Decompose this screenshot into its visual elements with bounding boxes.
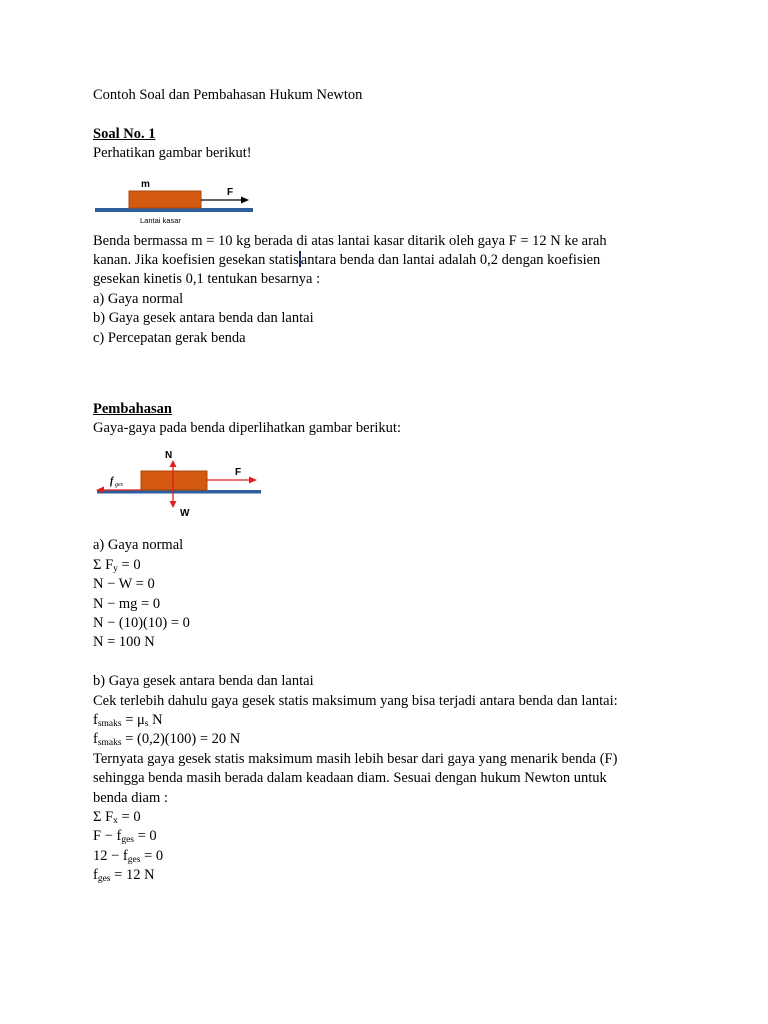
eq-a5: N = 100 N: [93, 634, 155, 651]
eq-b4-sub: ges: [121, 835, 134, 846]
mass-block: [129, 191, 201, 208]
eq-b4-rest: = 0: [134, 828, 157, 845]
soal-item-b: b) Gaya gesek antara benda dan lantai: [93, 310, 314, 327]
eq-b2-sub: smaks: [97, 738, 122, 749]
eq-b1-f: f: [93, 711, 98, 728]
part-b-check: Cek terlebih dahulu gaya gesek statis maksimum yang bisa terjadi antara benda dan lantai:: [93, 692, 618, 709]
eq-b4: [93, 827, 693, 846]
part-b-text-3: benda diam :: [93, 789, 168, 806]
figure-block-svg: [93, 170, 268, 224]
part-b-title: b) Gaya gesek antara benda dan lantai: [93, 673, 314, 690]
eq-b1: [93, 711, 693, 730]
soal-text-2: [93, 251, 693, 270]
figure-freebody-svg: [93, 446, 268, 526]
figure-free-body: [93, 446, 693, 526]
part-a-title: a) Gaya normal: [93, 537, 184, 554]
force-arrowhead-2: [249, 477, 257, 484]
part-b-text-2: sehingga benda masih berada dalam keadaan diam. Sesuai dengan hukum Newton untuk: [93, 770, 607, 787]
figure-block-on-floor: [93, 170, 693, 224]
force-arrowhead: [241, 196, 249, 203]
label-W: W: [180, 508, 190, 520]
pembahasan-heading: Pembahasan: [93, 400, 172, 417]
eq-b6: [93, 866, 693, 885]
eq-b2-f: f: [93, 731, 98, 748]
eq-b1-mu: = μ: [121, 711, 145, 728]
eq-a1-rest: = 0: [117, 556, 141, 573]
label-f: f: [110, 476, 114, 488]
part-b-text-1: Ternyata gaya gesek statis maksimum masih lebih besar dari gaya yang menarik benda (F): [93, 750, 618, 767]
soal-item-c: c) Percepatan gerak benda: [93, 329, 246, 346]
label-N: N: [165, 450, 173, 462]
eq-b5-sub: ges: [127, 854, 141, 865]
eq-a1: [93, 556, 693, 575]
pembahasan-intro: Gaya-gaya pada benda diperlihatkan gambar berikut:: [93, 420, 401, 437]
eq-a4: N − (10)(10) = 0: [93, 615, 190, 632]
eq-b3-sub: x: [113, 815, 118, 826]
normal-arrowhead: [170, 460, 177, 467]
weight-arrowhead: [170, 501, 177, 508]
eq-b5-main: 12 − f: [93, 847, 128, 864]
eq-b5-rest: = 0: [140, 847, 164, 864]
eq-a3: N − mg = 0: [93, 595, 161, 612]
soal-heading: Soal No. 1: [93, 125, 156, 142]
eq-b4-main: F − f: [93, 828, 122, 845]
eq-a1-sub: y: [113, 563, 118, 574]
eq-b6-sub: ges: [97, 874, 111, 885]
soal-text-1: Benda bermassa m = 10 kg berada di atas lantai kasar ditarik oleh gaya F = 12 N ke arah: [93, 232, 607, 249]
label-floor: Lantai kasar: [140, 215, 181, 224]
label-F: F: [227, 186, 234, 198]
floor-line: [95, 208, 253, 212]
document-page: [93, 86, 693, 886]
eq-b6-main: f: [93, 867, 98, 884]
eq-b6-rest: = 12 N: [110, 867, 155, 884]
eq-a1-main: Σ F: [93, 556, 114, 573]
label-m: m: [141, 178, 150, 190]
eq-b3-main: Σ F: [93, 808, 114, 825]
eq-b1-sub: smaks: [97, 718, 122, 729]
soal-intro: Perhatikan gambar berikut!: [93, 145, 252, 162]
eq-b1-sub2: s: [144, 718, 149, 729]
eq-b2-rest: = (0,2)(100) = 20 N: [121, 731, 241, 748]
eq-b2: [93, 730, 693, 749]
eq-b3-rest: = 0: [117, 808, 141, 825]
doc-title: Contoh Soal dan Pembahasan Hukum Newton: [93, 87, 363, 103]
label-ges: ges: [115, 482, 123, 489]
eq-b3: [93, 808, 693, 827]
mass-block-2: [141, 471, 207, 490]
eq-b1-rest: N: [148, 711, 163, 728]
label-F-2: F: [235, 467, 242, 479]
eq-b5: [93, 847, 693, 866]
soal-item-a: a) Gaya normal: [93, 290, 184, 307]
soal-text-2a: kanan. Jika koefisien gesekan statis: [93, 251, 299, 268]
eq-a2: N − W = 0: [93, 576, 155, 593]
soal-text-3: gesekan kinetis 0,1 tentukan besarnya :: [93, 271, 321, 288]
soal-text-2b: antara benda dan lantai adalah 0,2 dengan koefisien: [300, 251, 601, 268]
